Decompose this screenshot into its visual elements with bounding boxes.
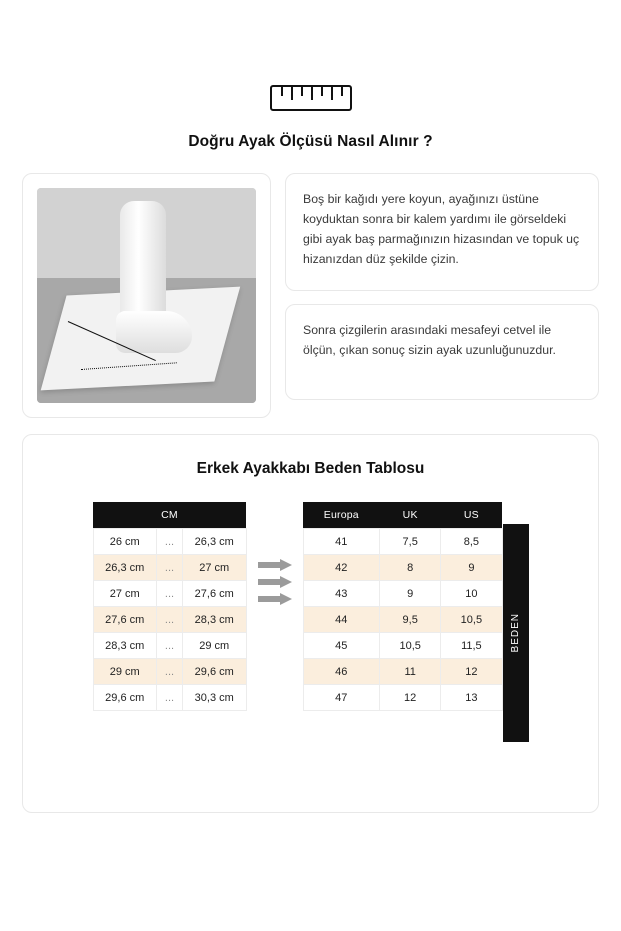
cm-sep: ... [157,685,183,711]
instructions-section [22,173,599,418]
size-chart-title: Erkek Ayakkabı Beden Tablosu [196,460,425,477]
cm-sep: ... [157,529,183,555]
ruler-icon-wrap [22,0,599,111]
header-us: US [441,502,502,529]
cm-to: 29,6 cm [183,659,247,685]
size-tables-wrap [43,502,578,742]
cm-table-header: CM [93,502,246,529]
cell-europa: 43 [303,581,380,607]
instruction-step-2: Sonra çizgilerin arasındaki mesafeyi cetvel ile ölçün, çıkan sonuç sizin ayak uzunluğunuzdur. [285,304,599,400]
cell-uk: 9 [380,581,441,607]
cm-from: 27 cm [93,581,157,607]
header-europa: Europa [303,502,380,529]
table-row [303,607,502,633]
cell-uk: 9,5 [380,607,441,633]
cm-sep: ... [157,607,183,633]
page-title: Doğru Ayak Ölçüsü Nasıl Alınır ? [188,133,433,150]
cell-europa: 41 [303,529,380,555]
cm-to: 27,6 cm [183,581,247,607]
cm-from: 26 cm [93,529,157,555]
table-row [303,659,502,685]
table-row [93,555,246,581]
cell-us: 9 [441,555,502,581]
cell-europa: 44 [303,607,380,633]
leg-shape [120,201,166,326]
table-row [93,659,246,685]
size-table [303,502,503,711]
cell-us: 12 [441,659,502,685]
cm-to: 30,3 cm [183,685,247,711]
table-row [303,555,502,581]
cm-to: 29 cm [183,633,247,659]
cell-uk: 11 [380,659,441,685]
instruction-text-column [285,173,599,400]
table-row [93,633,246,659]
table-row [93,685,246,711]
cm-from: 27,6 cm [93,607,157,633]
table-row [303,685,502,711]
foot-measurement-photo [37,188,256,403]
cm-from: 28,3 cm [93,633,157,659]
instruction-step-1: Boş bir kağıdı yere koyun, ayağınızı üstüne koyduktan sonra bir kalem yardımı ile görseldeki gibi ayak baş parmağınızın hizasından ve topuk uç hizanızdan düz şekilde çizin. [285,173,599,291]
cm-sep: ... [157,581,183,607]
cm-sep: ... [157,659,183,685]
cell-us: 13 [441,685,502,711]
cell-europa: 42 [303,555,380,581]
table-row [303,633,502,659]
cm-sep: ... [157,633,183,659]
beden-vertical-label [503,524,529,742]
ruler-icon [270,85,352,111]
arrow-right-icon [258,594,292,603]
cell-us: 8,5 [441,529,502,555]
cell-uk: 12 [380,685,441,711]
cm-table [93,502,247,711]
table-row [303,529,502,555]
table-row [303,581,502,607]
cell-uk: 7,5 [380,529,441,555]
cm-to: 27 cm [183,555,247,581]
size-chart-card [22,434,599,813]
cell-europa: 45 [303,633,380,659]
foot-shape [116,311,192,353]
cm-to: 26,3 cm [183,529,247,555]
arrow-right-icon [258,577,292,586]
cell-europa: 47 [303,685,380,711]
cell-us: 11,5 [441,633,502,659]
header-uk: UK [380,502,441,529]
cm-from: 29 cm [93,659,157,685]
conversion-arrows [247,560,303,603]
cell-us: 10,5 [441,607,502,633]
cm-to: 28,3 cm [183,607,247,633]
cm-from: 26,3 cm [93,555,157,581]
beden-label-text: BEDEN [510,613,521,653]
cell-us: 10 [441,581,502,607]
cell-uk: 8 [380,555,441,581]
cell-europa: 46 [303,659,380,685]
foot-photo-card [22,173,271,418]
cm-from: 29,6 cm [93,685,157,711]
cm-sep: ... [157,555,183,581]
table-row [93,581,246,607]
table-row [93,529,246,555]
cell-uk: 10,5 [380,633,441,659]
arrow-right-icon [258,560,292,569]
table-row [93,607,246,633]
